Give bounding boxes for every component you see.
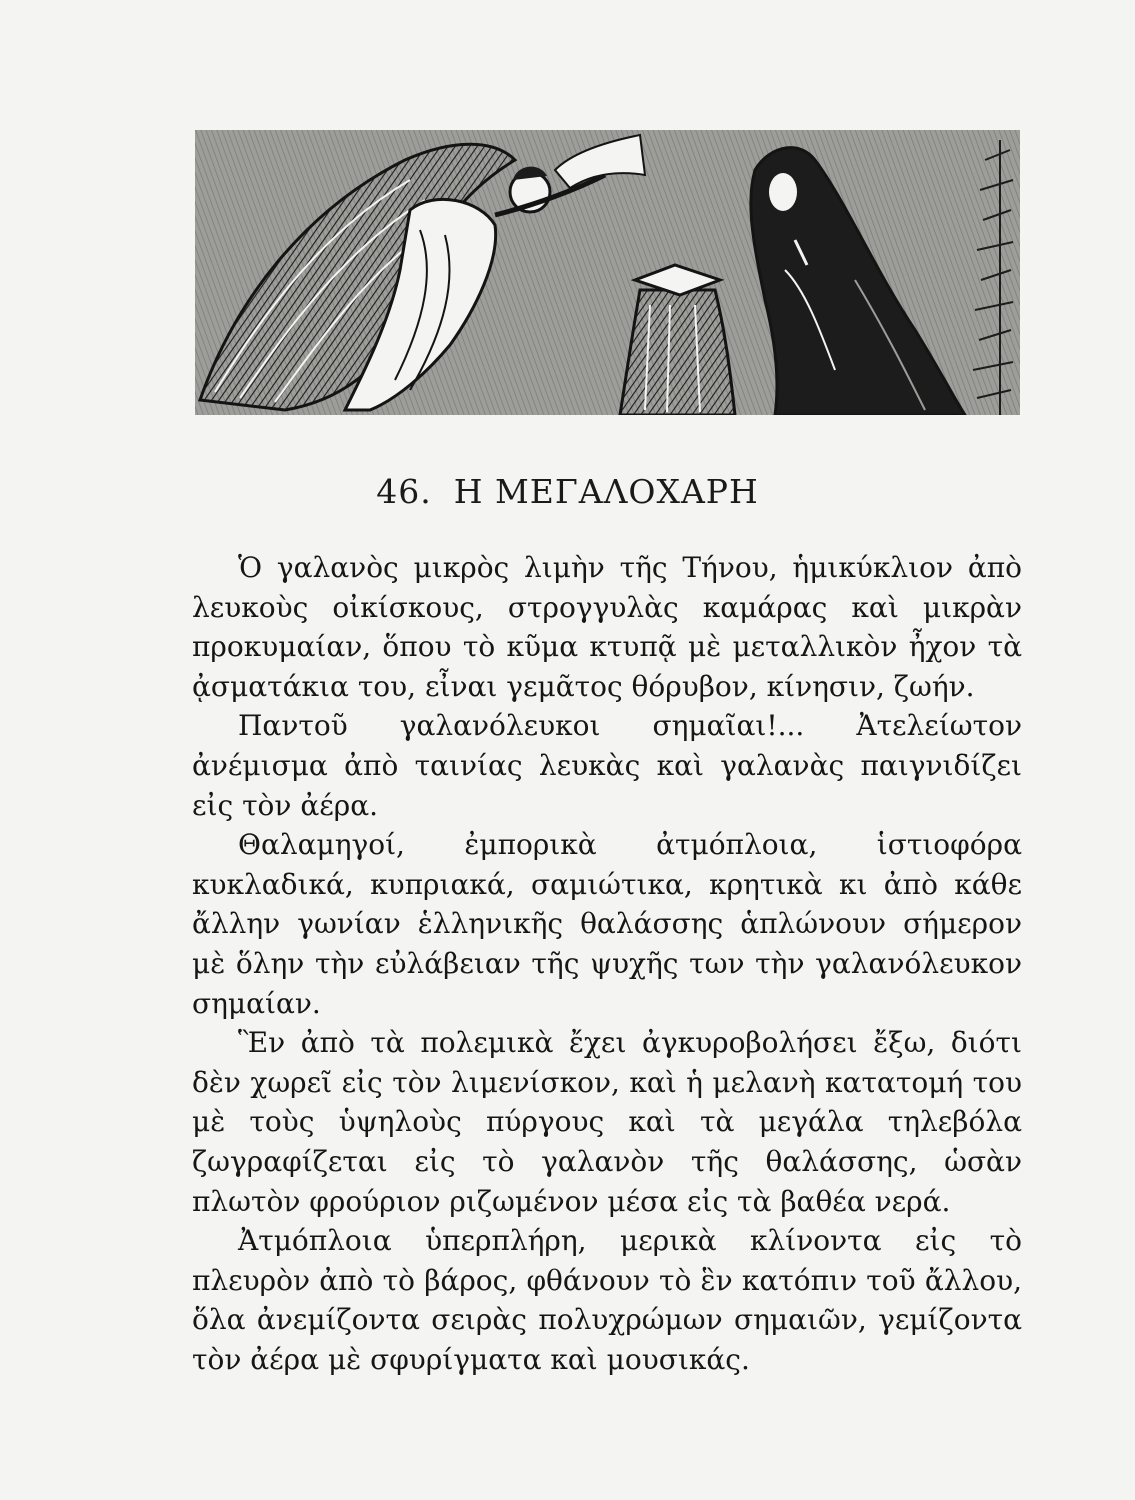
chapter-body (192, 548, 1022, 1379)
chapter-number: 46. (376, 472, 432, 511)
paragraph: Ἓν ἀπὸ τὰ πολεμικὰ ἔχει ἀγκυροβολήσει ἔξω, διότι δὲν χωρεῖ εἰς τὸν λιμενίσκον, καὶ ἡ μελανὴ κατατομή του μὲ τοὺς ὑψηλοὺς πύργους καὶ τὰ μεγάλα τηλεβόλα ζωγραφίζεται εἰς τὸ γαλανὸν τῆς θαλάσσης, ὡσὰν πλωτὸν φρούριον ριζωμένον μέσα εἰς τὰ βαθέα νερά. (192, 1026, 1022, 1218)
virgin-face (769, 173, 797, 211)
paragraph: Ὁ γαλανὸς μικρὸς λιμὴν τῆς Τήνου, ἡμικύκλιον ἀπὸ λευκοὺς οἰκίσκους, στρογγυλὰς καμάρας καὶ μικρὰν προκυμαίαν, ὅπου τὸ κῦμα κτυπᾷ μὲ μεταλλικὸν ἦχον τὰ ᾀσματάκια του, εἶναι γεμᾶτος θόρυβον, κίνησιν, ζωήν. (192, 551, 1022, 703)
chapter-heading (0, 472, 1135, 511)
paragraph: Ἀτμόπλοια ὑπερπλήρη, μερικὰ κλίνοντα εἰς τὸ πλευρὸν ἀπὸ τὸ βάρος, φθάνουν τὸ ἓν κατόπιν τοῦ ἄλλου, ὅλα ἀνεμίζοντα σειρὰς πολυχρώμων σημαιῶν, γεμίζοντα τὸν ἀέρα μὲ σφυρίγματα καὶ μουσικάς. (192, 1224, 1022, 1376)
lectern-cloth (620, 290, 735, 415)
paragraph: Παντοῦ γαλανόλευκοι σημαῖαι!... Ἀτελείωτον ἀνέμισμα ἀπὸ ταινίας λευκὰς καὶ γαλανὰς παιγνιδίζει εἰς τὸν ἀέρα. (192, 709, 1022, 822)
annunciation-illustration (195, 130, 1020, 415)
paragraph: Θαλαμηγοί, ἐμπορικὰ ἀτμόπλοια, ἱστιοφόρα κυκλαδικά, κυπριακά, σαμιώτικα, κρητικὰ κι ἀπὸ κάθε ἄλλην γωνίαν ἑλληνικῆς θαλάσσης ἁπλώνουν σήμερον μὲ ὅλην τὴν εὐλάβειαν τῆς ψυχῆς των τὴν γαλανόλευκον σημαίαν. (192, 828, 1022, 1020)
annunciation-engraving-icon (195, 130, 1020, 415)
chapter-title: Η ΜΕΓΑΛΟΧΑΡΗ (453, 472, 759, 511)
